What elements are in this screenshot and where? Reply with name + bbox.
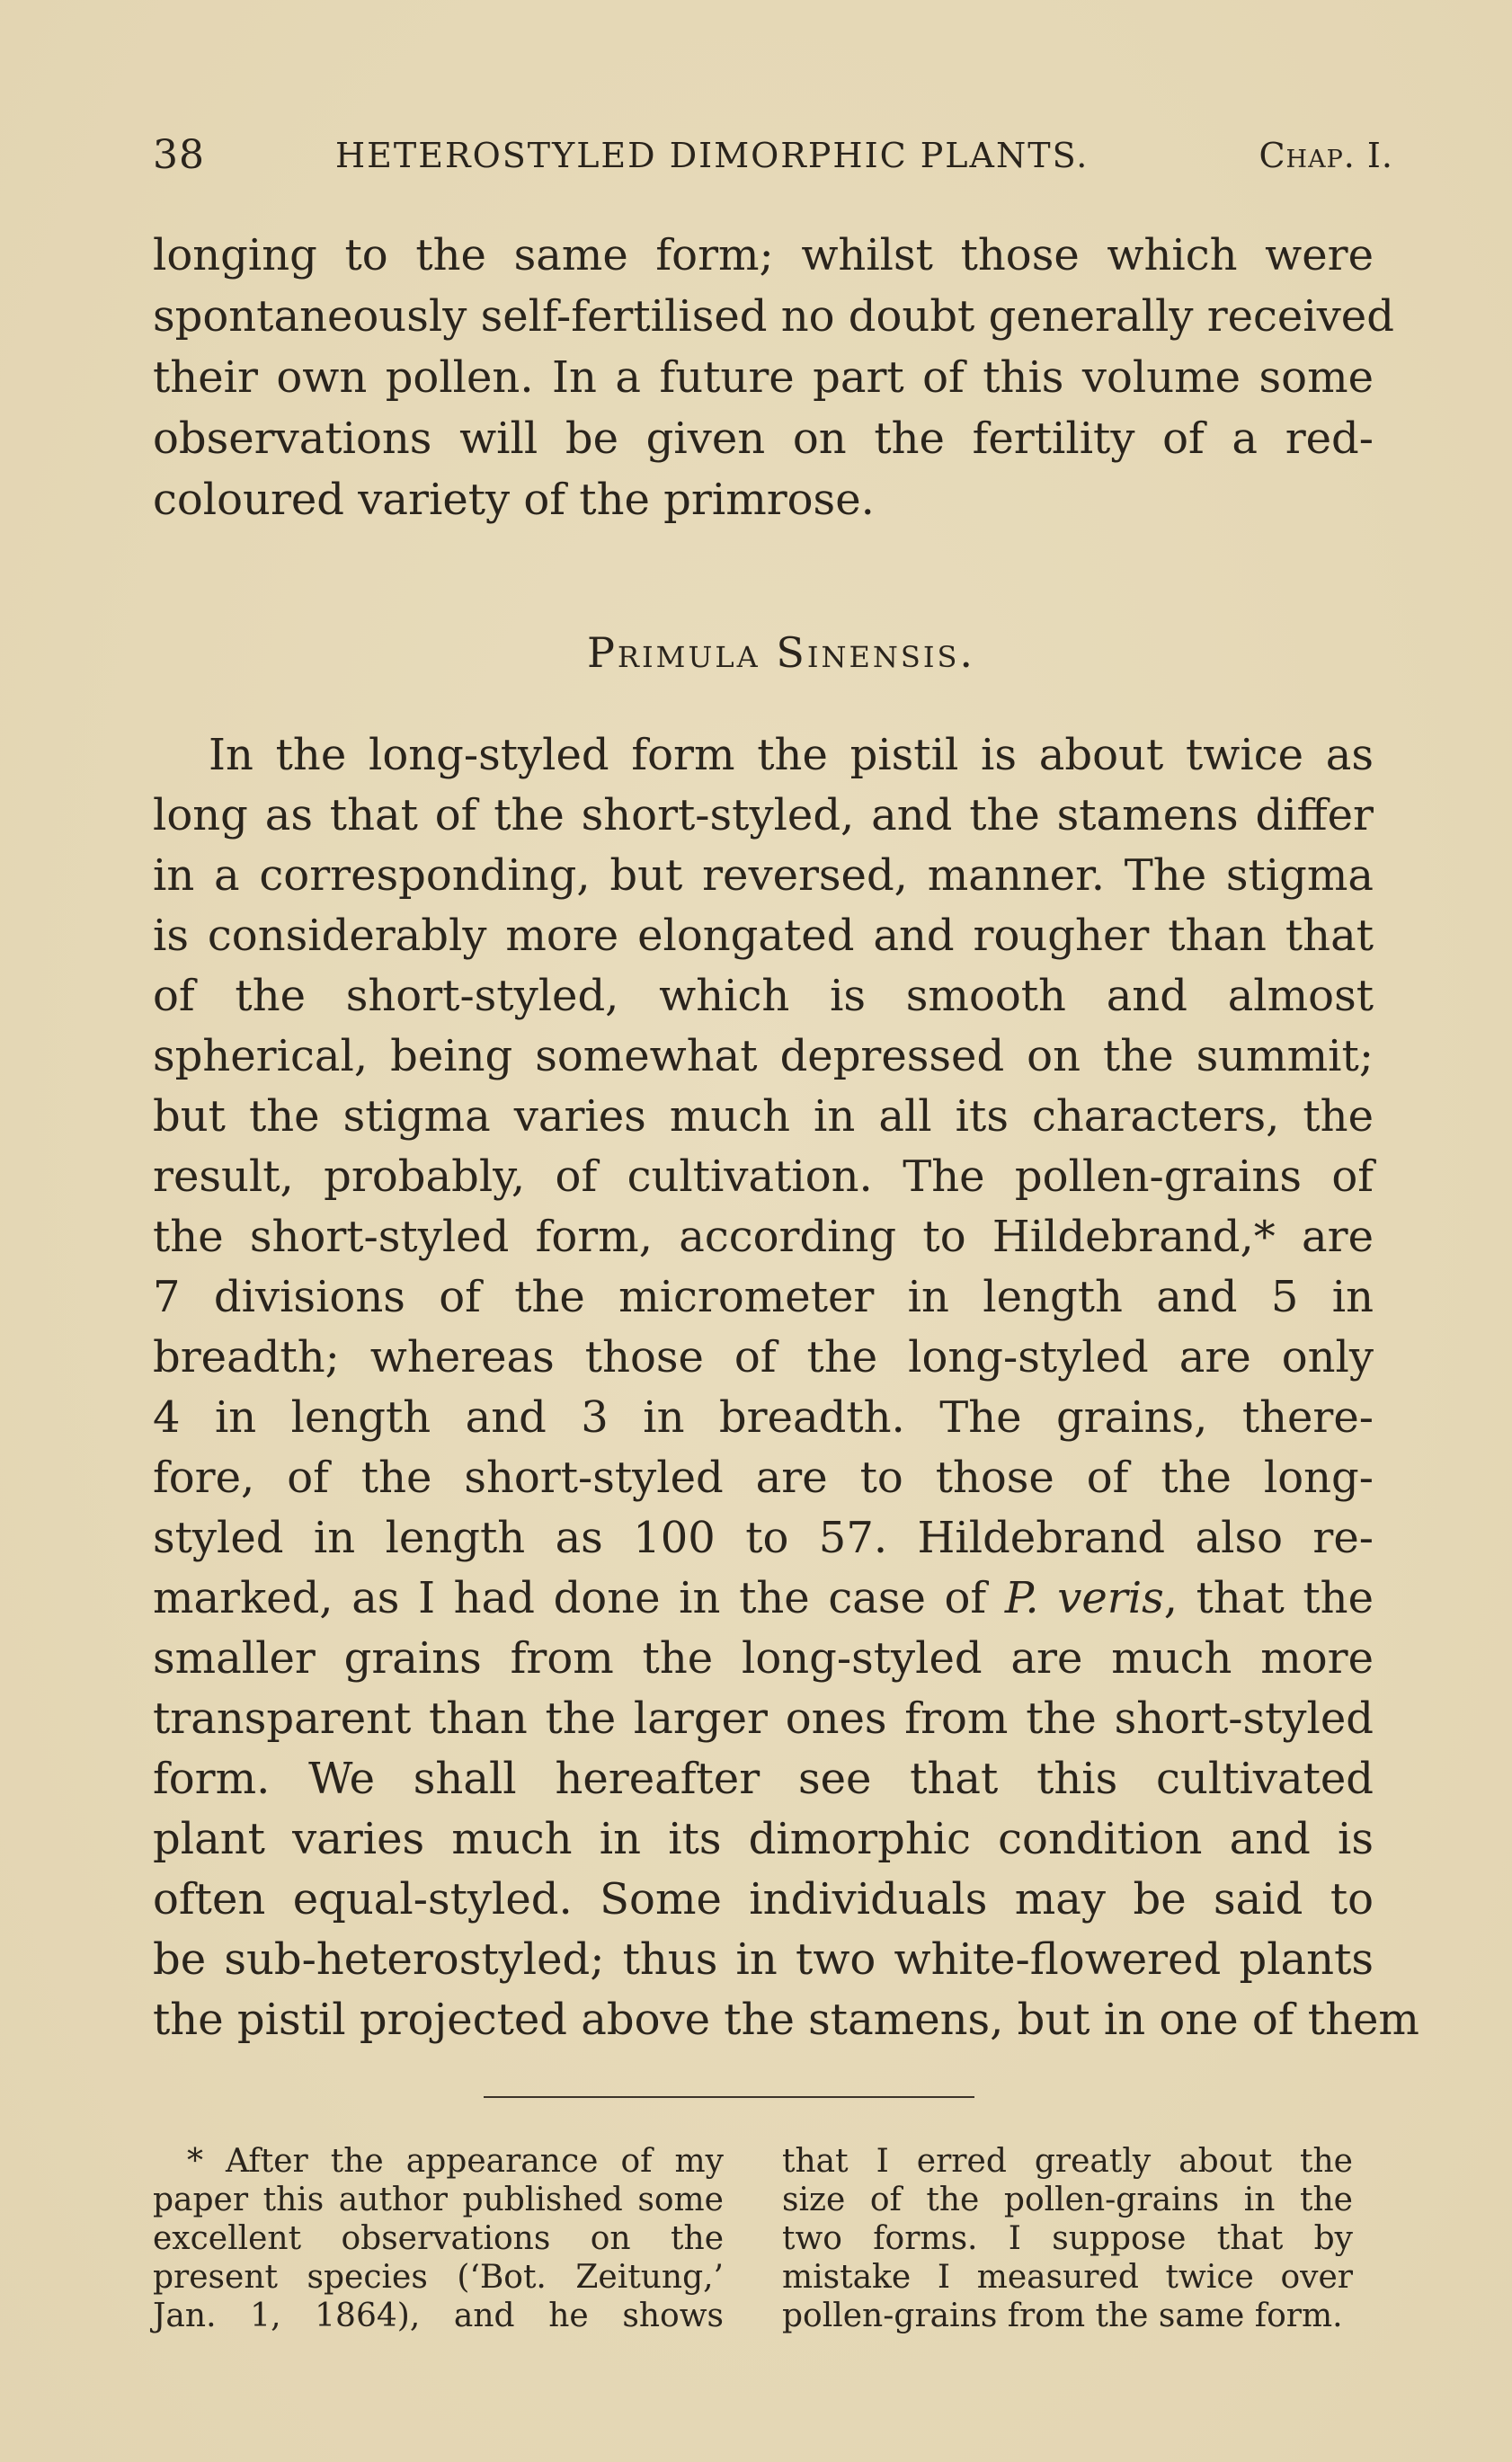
species-name-italic: P. veris <box>1004 1573 1164 1623</box>
text-line: the short-styled form, according to Hildebrand,* are <box>153 1212 1374 1262</box>
text-line: spherical, being somewhat depressed on the summit; <box>153 1031 1374 1081</box>
footnote-line: * After the appearance of my <box>187 2143 724 2180</box>
text-line: be sub-heterostyled; thus in two white-flowered plants <box>153 1934 1374 1985</box>
running-head-title: HETEROSTYLED DIMORPHIC PLANTS. <box>335 136 1090 175</box>
footnote-line: mistake I measured twice over <box>782 2259 1353 2296</box>
text-segment: , that the <box>1163 1573 1374 1623</box>
text-line-with-italic <box>153 1568 1374 1629</box>
chapter-label: Chap. I. <box>1259 136 1393 175</box>
text-line: but the stigma varies much in all its characters, the <box>153 1091 1374 1142</box>
text-line: 4 in length and 3 in breadth. The grains, there- <box>153 1392 1374 1443</box>
footnote-divider <box>484 2096 974 2098</box>
text-line: observations will be given on the fertility of a red- <box>153 413 1374 464</box>
footnote-column-left <box>153 2142 724 2335</box>
text-line: their own pollen. In a future part of this volume some <box>153 352 1374 403</box>
page-number: 38 <box>153 132 205 178</box>
text-line: of the short-styled, which is smooth and almost <box>153 971 1374 1021</box>
text-line: smaller grains from the long-styled are much more <box>153 1633 1374 1684</box>
footnote-column-right <box>782 2142 1353 2335</box>
text-line: 7 divisions of the micrometer in length and 5 in <box>153 1272 1374 1322</box>
footnote-line: excellent observations on the <box>153 2220 724 2257</box>
text-line: result, probably, of cultivation. The pollen-grains of <box>153 1151 1374 1202</box>
text-line: the pistil projected above the stamens, but in one of them <box>153 1995 1419 2045</box>
text-line: long as that of the short-styled, and the stamens differ <box>153 790 1374 840</box>
footnote-line: that I erred greatly about the <box>782 2143 1353 2180</box>
text-line: coloured variety of the primrose. <box>153 475 875 525</box>
text-line: fore, of the short-styled are to those of the long- <box>153 1453 1374 1503</box>
footnote-line: size of the pollen-grains in the <box>782 2182 1353 2218</box>
footnote-line: two forms. I suppose that by <box>782 2220 1353 2257</box>
text-line: transparent than the larger ones from the short-styled <box>153 1693 1374 1744</box>
text-line: form. We shall hereafter see that this cultivated <box>153 1754 1374 1804</box>
text-segment: marked, as I had done in the case of <box>153 1573 987 1623</box>
footnote-line: Jan. 1, 1864), and he shows <box>153 2298 724 2334</box>
text-line: plant varies much in its dimorphic condition and is <box>153 1814 1374 1864</box>
text-line: styled in length as 100 to 57. Hildebrand also re- <box>153 1513 1374 1563</box>
text-line: in a corresponding, but reversed, manner. The stigma <box>153 850 1374 901</box>
running-head <box>153 129 1393 182</box>
footnote-line: present species (‘Bot. Zeitung,’ <box>153 2259 724 2296</box>
text-line: In the long-styled form the pistil is about twice as <box>209 730 1374 780</box>
text-line: often equal-styled. Some individuals may be said to <box>153 1874 1374 1924</box>
section-heading: Primula Sinensis. <box>586 628 976 677</box>
text-line: longing to the same form; whilst those which were <box>153 230 1374 280</box>
text-line: breadth; whereas those of the long-styled are only <box>153 1332 1374 1382</box>
text-line: is considerably more elongated and rougher than that <box>153 911 1374 961</box>
footnote-line: paper this author published some <box>153 2182 724 2218</box>
text-line: spontaneously self-fertilised no doubt generally received <box>153 291 1394 342</box>
footnote-line: pollen-grains from the same form. <box>782 2298 1343 2334</box>
